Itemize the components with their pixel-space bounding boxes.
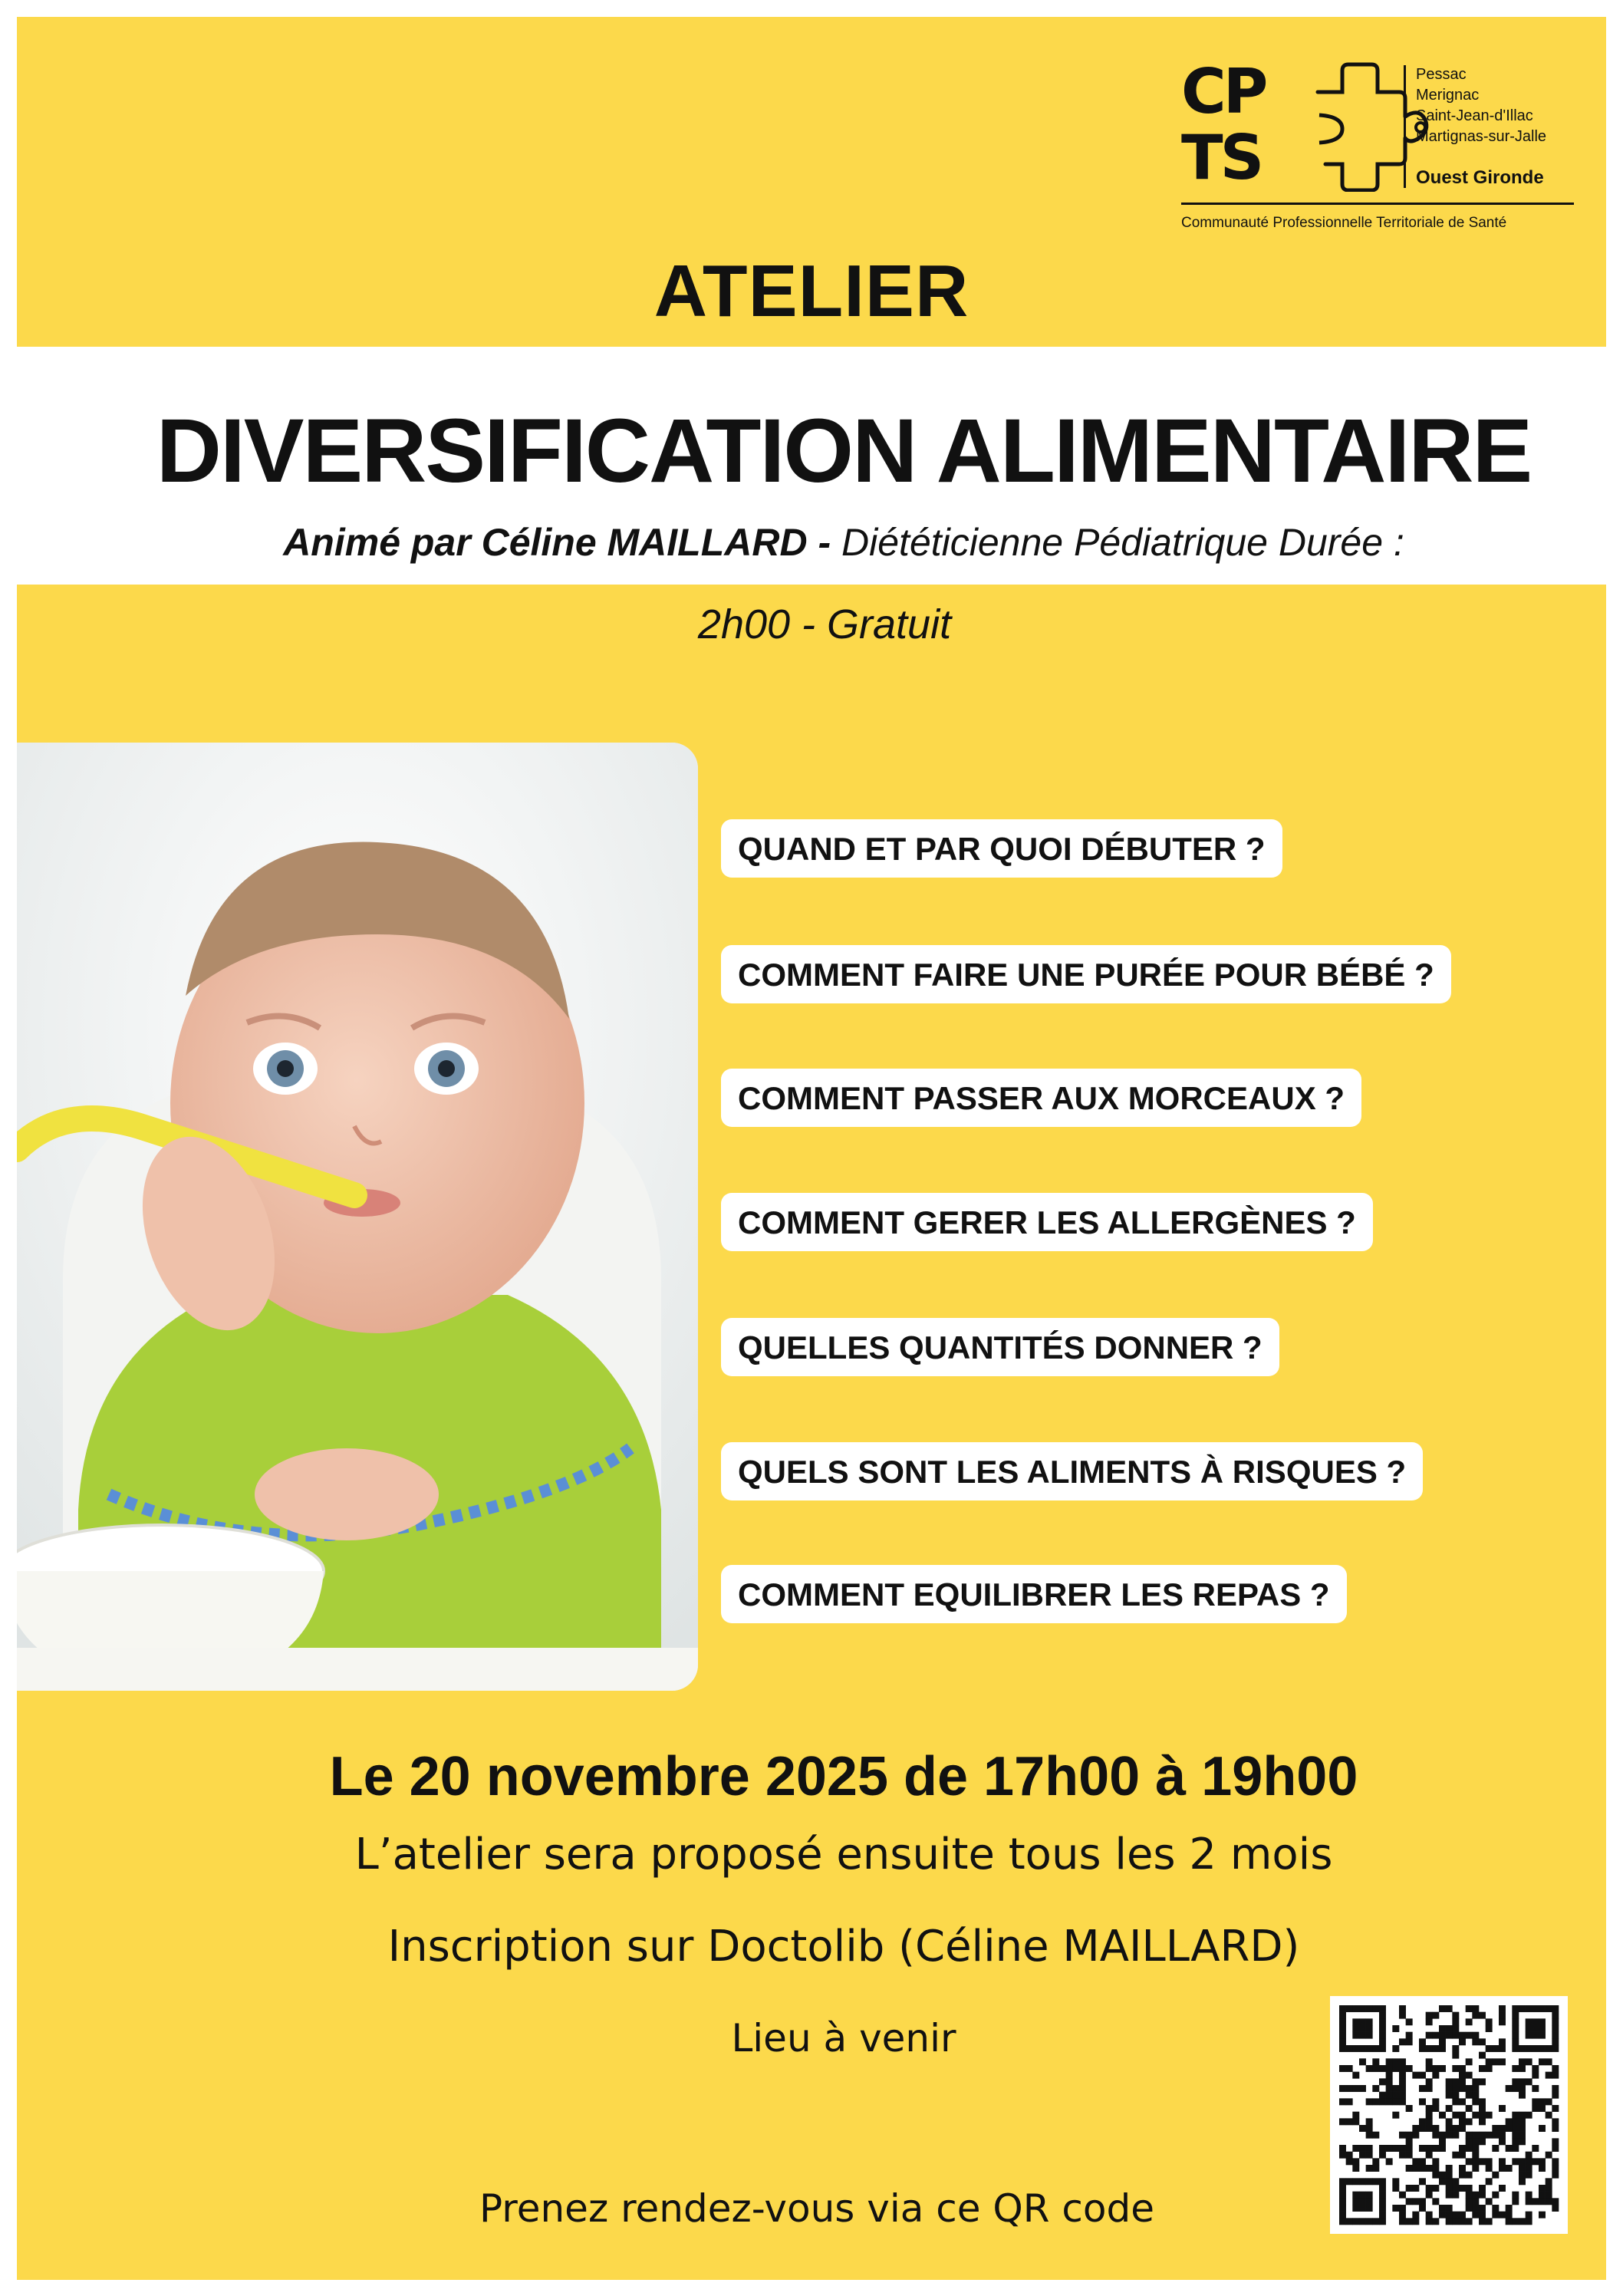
logo-town: Martignas-sur-Jalle xyxy=(1416,128,1547,145)
event-registration: Inscription sur Doctolib (Céline MAILLARD) xyxy=(387,1922,1300,1972)
logo-town-list xyxy=(1416,64,1546,147)
logo-town: Saint-Jean-d'Illac xyxy=(1416,107,1533,124)
logo-town: Pessac xyxy=(1416,66,1467,83)
page-kicker: ATELIER xyxy=(653,250,970,332)
question-pill: COMMENT GERER LES ALLERGÈNES ? xyxy=(721,1193,1373,1251)
event-date: Le 20 novembre 2025 de 17h00 à 19h00 xyxy=(329,1746,1358,1807)
logo-divider xyxy=(1404,65,1406,188)
question-pill: COMMENT EQUILIBRER LES REPAS ? xyxy=(721,1565,1347,1623)
animator-role: Diététicienne Pédiatrique Durée : xyxy=(841,521,1404,564)
logo-letters-cp: CP xyxy=(1181,56,1266,127)
logo-town: Merignac xyxy=(1416,87,1480,104)
question-pill: COMMENT FAIRE UNE PURÉE POUR BÉBÉ ? xyxy=(721,945,1451,1003)
event-location: Lieu à venir xyxy=(731,2016,956,2060)
page-title: DIVERSIFICATION ALIMENTAIRE xyxy=(156,400,1532,502)
event-recurrence: L’atelier sera proposé ensuite tous les 2 mois xyxy=(354,1830,1333,1879)
question-pill: QUAND ET PAR QUOI DÉBUTER ? xyxy=(721,819,1282,878)
logo-letters-ts: TS xyxy=(1181,122,1262,193)
animator-name: Animé par Céline MAILLARD xyxy=(283,521,808,564)
qr-prompt: Prenez rendez-vous via ce QR code xyxy=(479,2186,1154,2231)
logo-subtitle: Communauté Professionnelle Territoriale de Santé xyxy=(1181,215,1507,231)
baby-eating-photo xyxy=(17,743,698,1691)
logo-divider-horizontal xyxy=(1181,203,1574,205)
logo-region: Ouest Gironde xyxy=(1416,167,1544,188)
question-pill: QUELS SONT LES ALIMENTS À RISQUES ? xyxy=(721,1442,1423,1500)
duration-price: 2h00 - Gratuit xyxy=(697,601,952,647)
animator-separator: - xyxy=(807,521,842,564)
qr-code-icon[interactable] xyxy=(1330,1996,1568,2234)
animator-line xyxy=(0,520,1623,565)
question-pill: COMMENT PASSER AUX MORCEAUX ? xyxy=(721,1069,1361,1127)
cpts-logo xyxy=(1181,54,1580,253)
question-pill: QUELLES QUANTITÉS DONNER ? xyxy=(721,1318,1279,1376)
